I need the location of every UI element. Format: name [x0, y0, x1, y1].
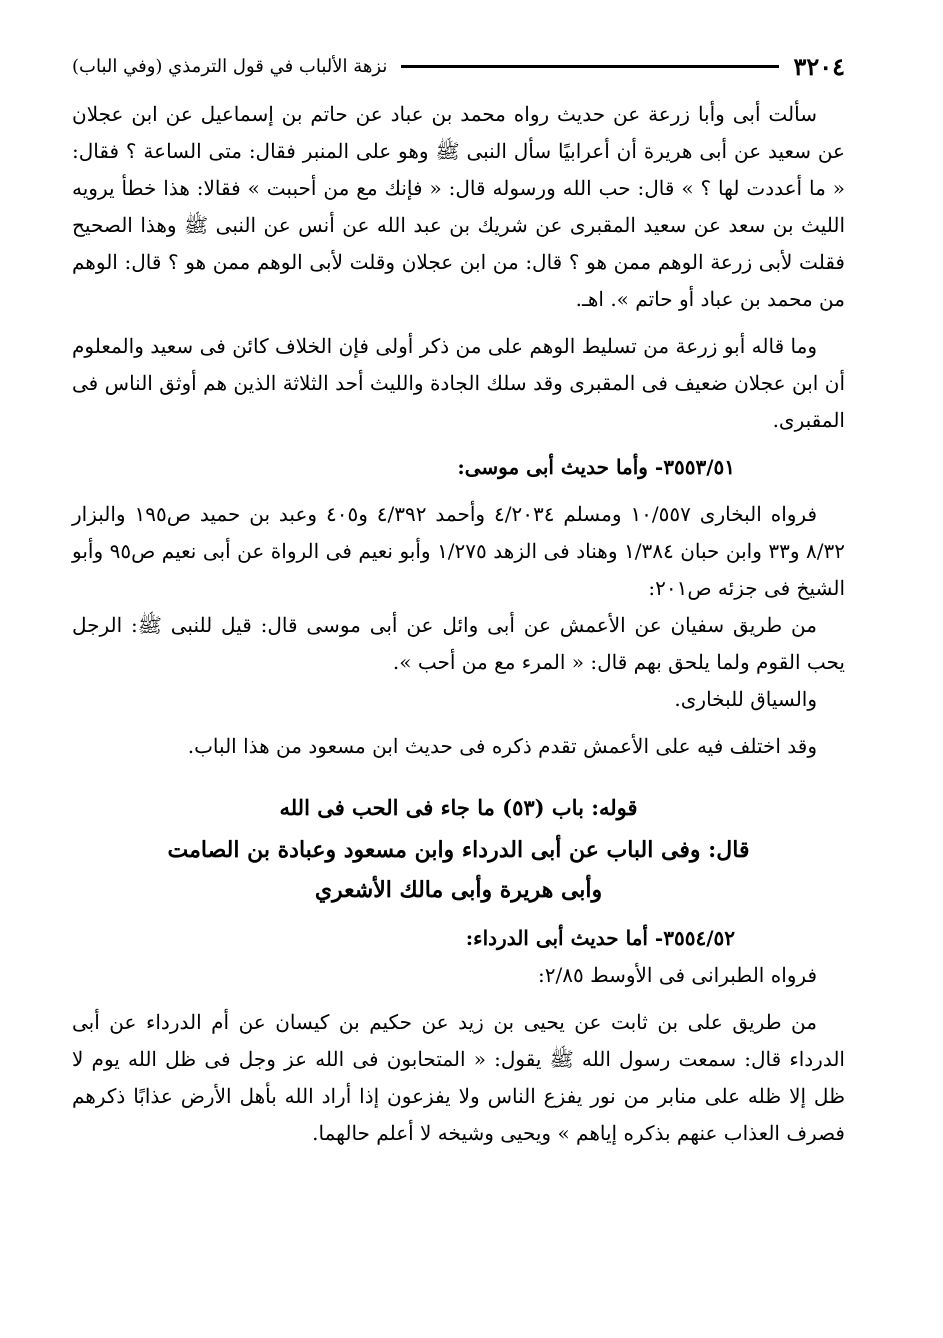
running-title: نزهة الألباب في قول الترمذي (وفي الباب) [72, 55, 388, 77]
paragraph-sources-abu-darda: فرواه الطبرانى فى الأوسط ٢/٨٥: [538, 963, 817, 987]
section-heading-abu-darda: ٣٥٥٤/٥٢- أما حديث أبى الدرداء: [465, 926, 735, 950]
chapter-subtitle-line-1: قال: وفى الباب عن أبى الدرداء وابن مسعود وعبادة بن الصامت [167, 837, 750, 863]
page-header [72, 48, 845, 84]
section-heading-abu-musa: ٣٥٥٣/٥١- وأما حديث أبى موسى: [457, 455, 735, 479]
paragraph-chain-abu-darda: من طريق على بن ثابت عن يحيى بن زيد عن حكيم بن كيسان عن أم الدرداء عن أبى الدرداء قال: سمعت رسول الله ﷺ يقول: « المتحابون فى الله عز وجل فى ظل الله يوم لا ظل إلا ظله على منابر من نور يفزع الناس ولا يفزعون إذا أراد الله بأهل الأرض عذابًا ذكرهم فصرف العذاب عنهم بذكره إياهم » ويحيى وشيخه لا أعلم حالهما. [72, 1010, 845, 1145]
paragraph-sources-abu-musa: فرواه البخارى ١٠/٥٥٧ ومسلم ٤/٢٠٣٤ وأحمد ٤/٣٩٢ و٤٠٥ وعبد بن حميد ص١٩٥ والبزار ٨/٣٢ و٣٣ وابن حبان ١/٣٨٤ وهناد فى الزهد ١/٢٧٥ وأبو نعيم فى الرواة عن أبى نعيم ص٩٥ وأبو الشيخ فى جزئه ص٢٠١: [72, 502, 845, 600]
paragraph-chain-abu-musa: من طريق سفيان عن الأعمش عن أبى وائل عن أبى موسى قال: قيل للنبى ﷺ: الرجل يحب القوم ولما يلحق بهم قال: « المرء مع من أحب ». [72, 613, 845, 674]
paragraph-context-note: والسياق للبخارى. [674, 687, 817, 711]
page-body [72, 96, 845, 1152]
paragraph-abu-zura-question: سألت أبى وأبا زرعة عن حديث رواه محمد بن عباد عن حاتم بن إسماعيل عن ابن عجلان عن سعيد عن أبى هريرة أن أعرابيًا سأل النبى ﷺ وهو على المنبر فقال: متى الساعة ؟ فقال: « ما أعددت لها ؟ » قال: حب الله ورسوله قال: « فإنك مع من أحببت » فقالا: هذا خطأ يرويه الليث بن سعد عن سعيد المقبرى عن شريك بن عبد الله عن أنس عن النبى ﷺ وهذا الصحيح فقلت لأبى زرعة الوهم ممن هو ؟ قال: من ابن عجلان وقلت لأبى الوهم ممن هو ؟ قال: الوهم من محمد بن عباد أو حاتم ». اهـ. [72, 102, 846, 311]
header-rule [401, 65, 779, 68]
chapter-subtitle-line-2: وأبى هريرة وأبى مالك الأشعري [314, 877, 603, 903]
paragraph-disagreement-note: وقد اختلف فيه على الأعمش تقدم ذكره فى حديث ابن مسعود من هذا الباب. [187, 734, 817, 758]
page-number: ٣٢٠٤ [793, 51, 845, 81]
chapter-title: قوله: باب (٥٣) ما جاء فى الحب فى الله [279, 795, 638, 820]
paragraph-commentary: وما قاله أبو زرعة من تسليط الوهم على من ذكر أولى فإن الخلاف كائن فى سعيد والمعلوم أن ابن عجلان ضعيف فى المقبرى وقد سلك الجادة والليث أحد الثلاثة الذين هم أوثق الناس فى المقبرى. [72, 334, 845, 432]
